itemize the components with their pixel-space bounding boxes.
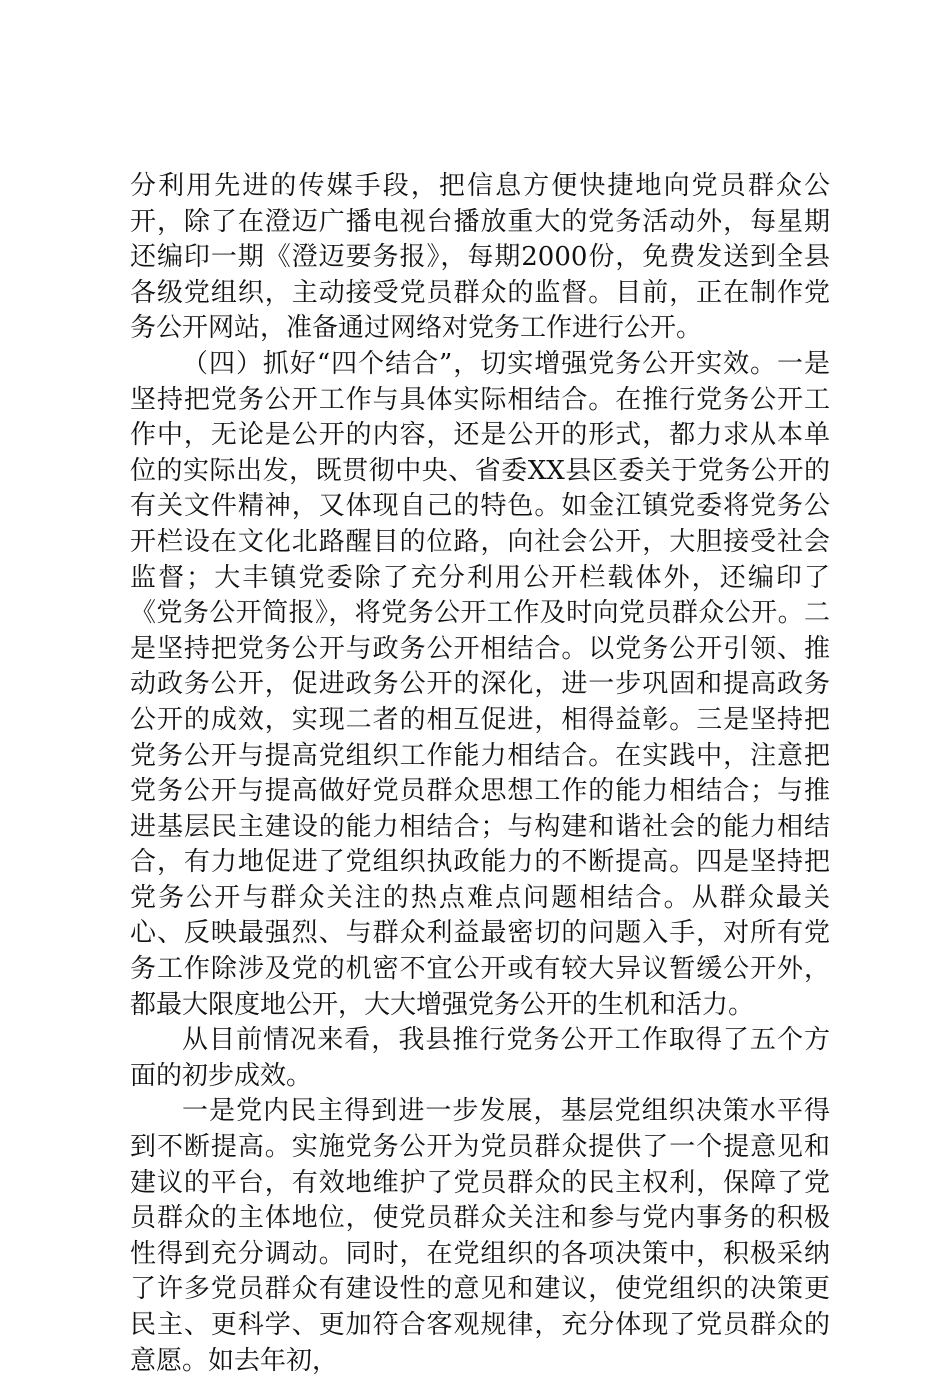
paragraph-four-combinations: （四）抓好“四个结合”，切实增强党务公开实效。一是坚持把党务公开工作与具体实际相结合。在推行党务公开工作中，无论是公开的内容，还是公开的形式，都力求从本单位的实际出发，既贯彻中央、省委XX县区委关于党务公开的有关文件精神，又体现自己的特色。如金江镇党委将党务公开栏设在文化北路醒目的位路，向社会公开，大胆接受社会监督；大丰镇党委除了充分利用公开栏载体外，还编印了《党务公开简报》，将党务公开工作及时向党员群众公开。二是坚持把党务公开与政务公开相结合。以党务公开引领、推动政务公开，促进政务公开的深化，进一步巩固和提高政务公开的成效，实现二者的相互促进，相得益彰。三是坚持把党务公开与提高党组织工作能力相结合。在实践中，注意把党务公开与提高做好党员群众思想工作的能力相结合；与推进基层民主建设的能力相结合；与构建和谐社会的能力相结合，有力地促进了党组织执政能力的不断提高。四是坚持把党务公开与群众关注的热点难点问题相结合。从群众最关心、反映最强烈、与群众利益最密切的问题入手，对所有党务工作除涉及党的机密不宜公开或有较大异议暂缓公开外，都最大限度地公开，大大增强党务公开的生机和活力。 <box>130 348 830 1020</box>
paragraph-results-summary: 从目前情况来看，我县推行党务公开工作取得了五个方面的初步成效。 <box>130 1025 830 1091</box>
paragraph-media-publicity: 分利用先进的传媒手段，把信息方便快捷地向党员群众公开，除了在澄迈广播电视台播放重大的党务活动外，每星期还编印一期《澄迈要务报》，每期2000份，免费发送到全县各级党组织，主动接受党员群众的监督。目前，正在制作党务公开网站，准备通过网络对党务工作进行公开。 <box>130 171 830 344</box>
document-body <box>130 169 830 1379</box>
paragraph-inner-party-democracy: 一是党内民主得到进一步发展，基层党组织决策水平得到不断提高。实施党务公开为党员群众提供了一个提意见和建议的平台，有效地维护了党员群众的民主权利，保障了党员群众的主体地位，使党员群众关注和参与党内事务的积极性得到充分调动。同时，在党组织的各项决策中，积极采纳了许多党员群众有建设性的意见和建议，使党组织的决策更民主、更科学、更加符合客观规律，充分体现了党员群众的意愿。如去年初， <box>130 1096 830 1376</box>
